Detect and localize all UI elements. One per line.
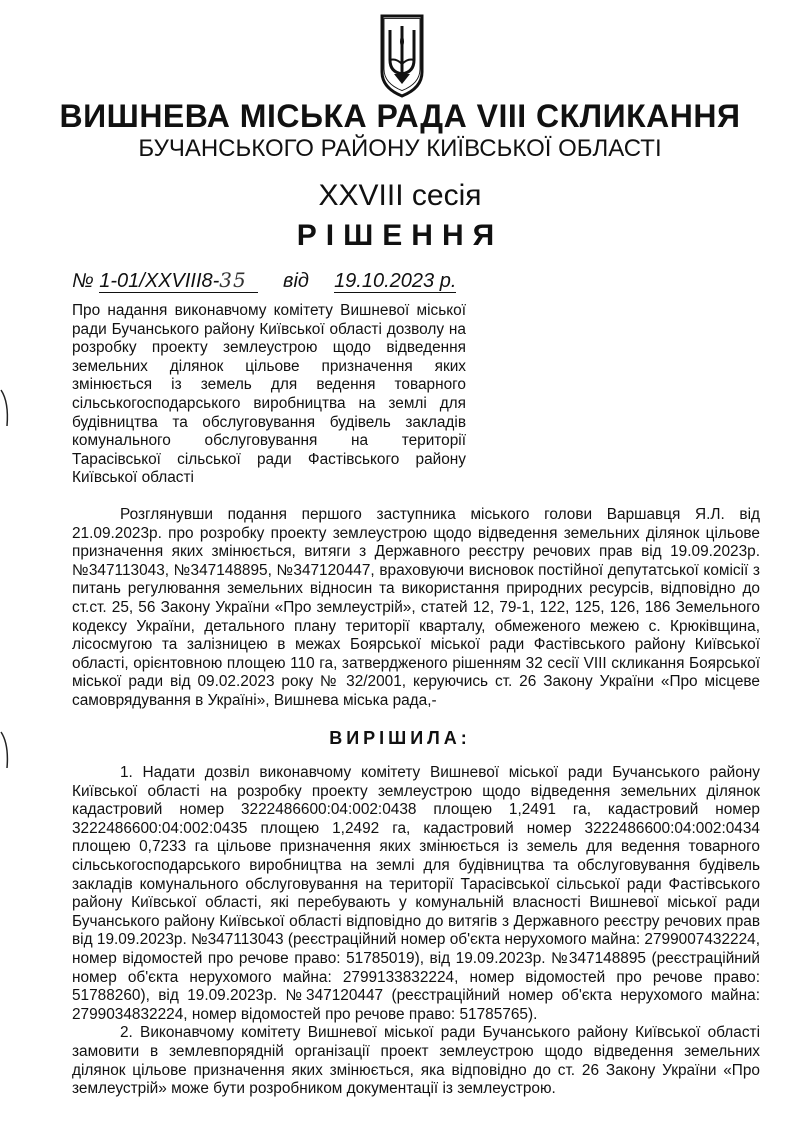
binding-mark — [0, 730, 12, 770]
district-name: БУЧАНСЬКОГО РАЙОНУ КИЇВСЬКОЇ ОБЛАСТІ — [138, 135, 662, 162]
date-label: від — [283, 270, 309, 292]
council-name: ВИШНЕВА МІСЬКА РАДА VIII СКЛИКАННЯ — [59, 98, 741, 134]
handwritten-number: 35 — [219, 268, 247, 292]
decision-subject: Про надання виконавчому комітету Вишневої міської ради Бучанського району Київської області дозволу на розробку проекту землеустрою щодо відведення земельних ділянок цільове призначення яких змінюється із земель для ведення товарного сільськогосподарського виробництва на землі для будівництва та обслуговування будівель закладів комунального обслуговування на території Тарасівської сільської ради Фастівського району Київської області — [72, 302, 466, 487]
number-label: № — [72, 270, 94, 292]
decision-number-line — [72, 266, 456, 296]
session-title: XXVIII сесія — [318, 179, 482, 212]
decision-item-2: 2. Виконавчому комітету Вишневої міської ради Бучанського району Київської області замовити в землевпорядній організації проект землеустрою щодо відведення земельних ділянок цільове призначення яких змінюється, яка відповідно до ст. 26 Закону України «Про землеустрій» може бути розробником документації із землеустрою. — [72, 1024, 760, 1098]
decision-title: РІШЕННЯ — [296, 219, 504, 252]
trident-icon — [372, 12, 432, 98]
decided-heading: ВИРІШИЛА: — [329, 728, 471, 748]
decision-date: 19.10.2023 р. — [334, 270, 457, 292]
decision-number-field — [99, 269, 258, 293]
binding-mark — [0, 388, 12, 428]
decision-number: 1-01/XXVIII8- — [99, 270, 220, 292]
preamble-paragraph: Розглянувши подання першого заступника міського голови Варшавця Я.Л. від 21.09.2023р. про розробку проекту землеустрою щодо відведення земельних ділянок цільове призначення яких змінюється, витяги з Державного реєстру речових прав від 19.09.2023р. №347113043, №347148895, №347120447, враховуючи висновок постійної депутатської комісії з питань регулювання земельних відносин та використання природних ресурсів, відповідно до ст.ст. 25, 56 Закону України «Про землеустрій», статей 12, 79-1, 122, 125, 126, 186 Земельного кодексу України, детального плану території кварталу, обмеженого межею с. Крюківщина, лісосмугою та залізницею в межах Боярської міської ради Фастівського району Київської області, орієнтовною площею 110 га, затвердженого рішенням 32 сесії VIII скликання Боярської міської ради від 09.02.2023 року № 32/2001, керуючись ст. 26 Закону України «Про місцеве самоврядування в Україні», Вишнева міська рада,- — [72, 506, 760, 709]
preamble — [72, 506, 760, 711]
decision-items — [72, 764, 760, 1099]
decision-item-1: 1. Надати дозвіл виконавчому комітету Вишневої міської ради Бучанського району Київської області на розробку проекту землеустрою щодо відведення земельних ділянок кадастровий номер 3222486600:04:002:0438 площею 1,2491 га, кадастровий номер 3222486600:04:002:0435 площею 1,2492 га, кадастровий номер 3222486600:04:002:0434 площею 0,7233 га цільове призначення яких змінюється із земель для ведення товарного сільськогосподарського виробництва на землі для будівництва та обслуговування будівель закладів комунального обслуговування на території Тарасівської сільської ради Фастівського району Київської області, які перебувають у комунальній власності Вишневої міської ради Бучанського району Київської області відповідно до витягів з Державного реєстру речових прав від 19.09.2023р. №347113043 (реєстраційний номер об'єкта нерухомого майна: 2799007432224, номер відомостей про речове право: 51785019), від 19.09.2023р. №347148895 (реєстраційний номер об'єкта нерухомого майна: 2799133832224, номер відомостей про речове право: 51788260), від 19.09.2023р. №347120447 (реєстраційний номер об'єкта нерухомого майна: 2799034832224, номер відомостей про речове право: 51785765). — [72, 764, 760, 1023]
